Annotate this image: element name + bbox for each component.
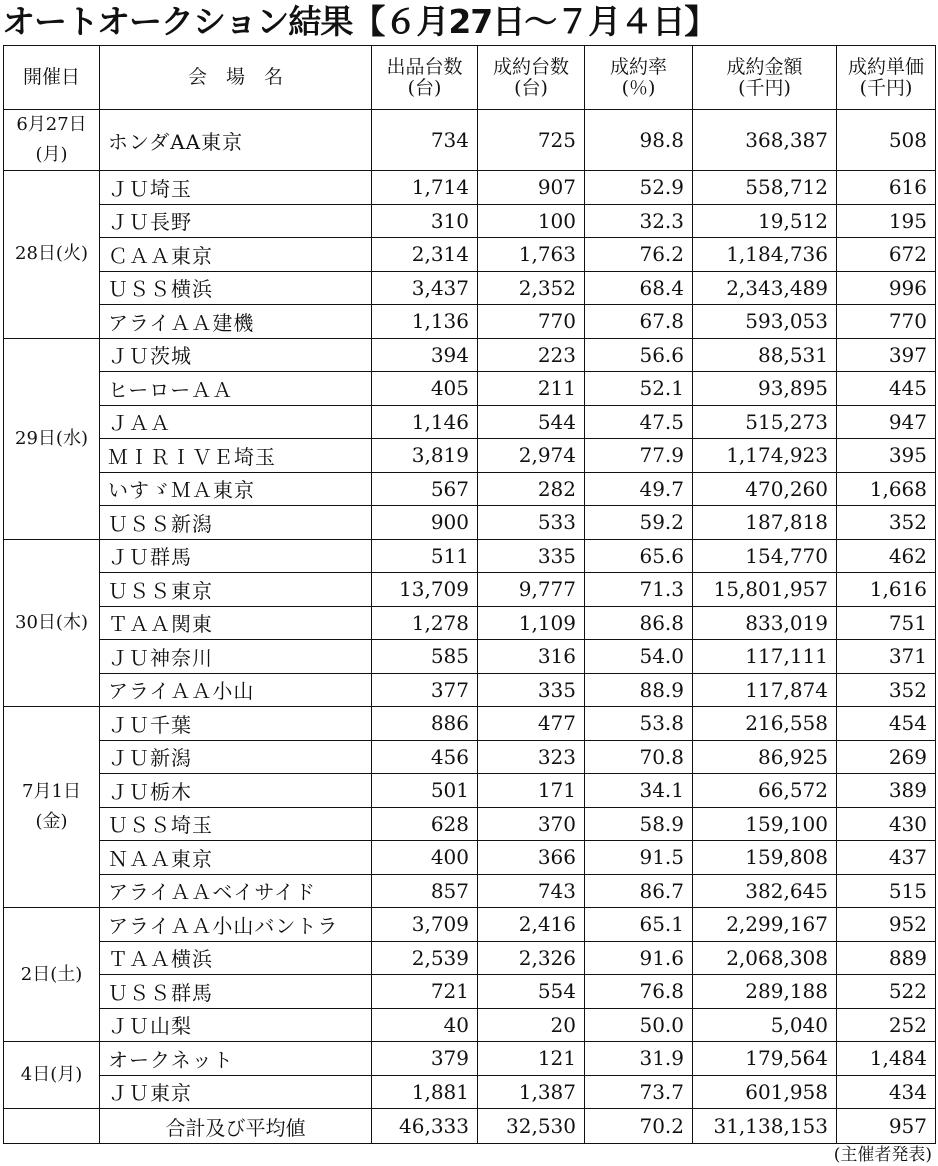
- unit-price-cell: 371: [837, 640, 936, 674]
- rate-cell: 76.8: [585, 975, 693, 1009]
- rate-cell: 54.0: [585, 640, 693, 674]
- table-row: [4, 338, 936, 372]
- unit-price-cell: 947: [837, 405, 936, 439]
- rate-cell: 34.1: [585, 774, 693, 808]
- total-amount: 31,138,153: [693, 1109, 837, 1144]
- sold-cell: 366: [478, 841, 585, 875]
- sold-cell: 20: [478, 1008, 585, 1042]
- listed-cell: 13,709: [372, 573, 478, 607]
- amount-cell: 66,572: [693, 774, 837, 808]
- date-cell: 6月27日(月): [4, 110, 100, 171]
- venue-cell: ホンダAA東京: [100, 110, 372, 171]
- sold-cell: 770: [478, 305, 585, 339]
- venue-cell: ヒーローＡＡ: [100, 372, 372, 406]
- unit-price-cell: 434: [837, 1075, 936, 1109]
- col-header-sold: 成約台数 (台): [478, 46, 585, 110]
- rate-cell: 56.6: [585, 338, 693, 372]
- listed-cell: 400: [372, 841, 478, 875]
- rate-cell: 52.1: [585, 372, 693, 406]
- rate-cell: 31.9: [585, 1042, 693, 1076]
- listed-cell: 1,278: [372, 606, 478, 640]
- listed-cell: 511: [372, 539, 478, 573]
- rate-cell: 91.5: [585, 841, 693, 875]
- date-cell: 28日(火): [4, 171, 100, 339]
- venue-cell: ＪＡＡ: [100, 405, 372, 439]
- table-row: [4, 673, 936, 707]
- unit-price-cell: 352: [837, 673, 936, 707]
- table-row: [4, 271, 936, 305]
- venue-cell: オークネット: [100, 1042, 372, 1076]
- sold-cell: 2,416: [478, 908, 585, 942]
- venue-cell: ＴＡＡ横浜: [100, 941, 372, 975]
- amount-cell: 593,053: [693, 305, 837, 339]
- table-row: [4, 908, 936, 942]
- listed-cell: 310: [372, 204, 478, 238]
- total-label: 合計及び平均値: [100, 1109, 372, 1144]
- amount-cell: 15,801,957: [693, 573, 837, 607]
- col-header-amount: 成約金額 (千円): [693, 46, 837, 110]
- amount-cell: 2,068,308: [693, 941, 837, 975]
- sold-cell: 2,326: [478, 941, 585, 975]
- rate-cell: 98.8: [585, 110, 693, 171]
- venue-cell: いすゞＭＡ東京: [100, 472, 372, 506]
- venue-cell: ＪＵ群馬: [100, 539, 372, 573]
- unit-price-cell: 616: [837, 171, 936, 205]
- venue-cell: ＵＳＳ新潟: [100, 506, 372, 540]
- unit-price-cell: 751: [837, 606, 936, 640]
- listed-cell: 1,881: [372, 1075, 478, 1109]
- sold-cell: 171: [478, 774, 585, 808]
- table-row: [4, 405, 936, 439]
- unit-price-cell: 445: [837, 372, 936, 406]
- venue-cell: ＪＵ神奈川: [100, 640, 372, 674]
- amount-cell: 154,770: [693, 539, 837, 573]
- venue-cell: ＪＵ栃木: [100, 774, 372, 808]
- col-header-venue: 会 場 名: [100, 46, 372, 110]
- unit-price-cell: 1,484: [837, 1042, 936, 1076]
- header-row: [4, 46, 936, 110]
- listed-cell: 3,709: [372, 908, 478, 942]
- table-row: [4, 1042, 936, 1076]
- unit-price-cell: 352: [837, 506, 936, 540]
- sold-cell: 121: [478, 1042, 585, 1076]
- amount-cell: 470,260: [693, 472, 837, 506]
- venue-cell: ＵＳＳ東京: [100, 573, 372, 607]
- table-row: [4, 305, 936, 339]
- table-row: [4, 774, 936, 808]
- amount-cell: 368,387: [693, 110, 837, 171]
- unit-price-cell: 515: [837, 874, 936, 908]
- table-row: [4, 874, 936, 908]
- sold-cell: 1,763: [478, 238, 585, 272]
- listed-cell: 1,136: [372, 305, 478, 339]
- sold-cell: 2,352: [478, 271, 585, 305]
- rate-cell: 71.3: [585, 573, 693, 607]
- date-cell: 7月1日 (金): [4, 707, 100, 908]
- sold-cell: 907: [478, 171, 585, 205]
- unit-price-cell: 522: [837, 975, 936, 1009]
- listed-cell: 501: [372, 774, 478, 808]
- listed-cell: 567: [372, 472, 478, 506]
- rate-cell: 58.9: [585, 807, 693, 841]
- rate-cell: 67.8: [585, 305, 693, 339]
- table-row: [4, 740, 936, 774]
- table-row: [4, 506, 936, 540]
- amount-cell: 558,712: [693, 171, 837, 205]
- venue-cell: ＵＳＳ横浜: [100, 271, 372, 305]
- total-sold: 32,530: [478, 1109, 585, 1144]
- rate-cell: 73.7: [585, 1075, 693, 1109]
- sold-cell: 223: [478, 338, 585, 372]
- sold-cell: 370: [478, 807, 585, 841]
- table-row: [4, 539, 936, 573]
- table-row: [4, 439, 936, 473]
- rate-cell: 50.0: [585, 1008, 693, 1042]
- sold-cell: 477: [478, 707, 585, 741]
- sold-cell: 743: [478, 874, 585, 908]
- listed-cell: 857: [372, 874, 478, 908]
- table-row: [4, 110, 936, 171]
- date-cell: 29日(水): [4, 338, 100, 539]
- rate-cell: 86.7: [585, 874, 693, 908]
- listed-cell: 377: [372, 673, 478, 707]
- rate-cell: 88.9: [585, 673, 693, 707]
- unit-price-cell: 454: [837, 707, 936, 741]
- listed-cell: 1,146: [372, 405, 478, 439]
- unit-price-cell: 952: [837, 908, 936, 942]
- table-row: [4, 707, 936, 741]
- sold-cell: 1,387: [478, 1075, 585, 1109]
- listed-cell: 900: [372, 506, 478, 540]
- listed-cell: 40: [372, 1008, 478, 1042]
- venue-cell: ＮＡＡ東京: [100, 841, 372, 875]
- rate-cell: 65.6: [585, 539, 693, 573]
- rate-cell: 59.2: [585, 506, 693, 540]
- amount-cell: 117,111: [693, 640, 837, 674]
- amount-cell: 117,874: [693, 673, 837, 707]
- unit-price-cell: 437: [837, 841, 936, 875]
- sold-cell: 323: [478, 740, 585, 774]
- rate-cell: 65.1: [585, 908, 693, 942]
- table-row: [4, 606, 936, 640]
- date-cell: 4日(月): [4, 1042, 100, 1109]
- rate-cell: 77.9: [585, 439, 693, 473]
- total-date-cell: [4, 1109, 100, 1144]
- venue-cell: ＪＵ新潟: [100, 740, 372, 774]
- venue-cell: ＵＳＳ群馬: [100, 975, 372, 1009]
- listed-cell: 886: [372, 707, 478, 741]
- unit-price-cell: 195: [837, 204, 936, 238]
- venue-cell: ＪＵ山梨: [100, 1008, 372, 1042]
- amount-cell: 382,645: [693, 874, 837, 908]
- listed-cell: 734: [372, 110, 478, 171]
- listed-cell: 379: [372, 1042, 478, 1076]
- unit-price-cell: 508: [837, 110, 936, 171]
- table-row: [4, 472, 936, 506]
- unit-price-cell: 269: [837, 740, 936, 774]
- auction-results-table: [3, 45, 936, 1144]
- table-row: [4, 238, 936, 272]
- amount-cell: 159,100: [693, 807, 837, 841]
- amount-cell: 833,019: [693, 606, 837, 640]
- amount-cell: 2,343,489: [693, 271, 837, 305]
- listed-cell: 1,714: [372, 171, 478, 205]
- listed-cell: 3,819: [372, 439, 478, 473]
- amount-cell: 216,558: [693, 707, 837, 741]
- col-header-listed: 出品台数 (台): [372, 46, 478, 110]
- venue-cell: ＵＳＳ埼玉: [100, 807, 372, 841]
- rate-cell: 86.8: [585, 606, 693, 640]
- amount-cell: 179,564: [693, 1042, 837, 1076]
- sold-cell: 554: [478, 975, 585, 1009]
- total-rate: 70.2: [585, 1109, 693, 1144]
- venue-cell: アライＡＡ建機: [100, 305, 372, 339]
- amount-cell: 1,174,923: [693, 439, 837, 473]
- rate-cell: 53.8: [585, 707, 693, 741]
- rate-cell: 47.5: [585, 405, 693, 439]
- unit-price-cell: 430: [837, 807, 936, 841]
- date-cell: 30日(木): [4, 539, 100, 707]
- unit-price-cell: 1,668: [837, 472, 936, 506]
- unit-price-cell: 389: [837, 774, 936, 808]
- sold-cell: 533: [478, 506, 585, 540]
- venue-cell: アライＡＡ小山: [100, 673, 372, 707]
- unit-price-cell: 397: [837, 338, 936, 372]
- rate-cell: 52.9: [585, 171, 693, 205]
- sold-cell: 282: [478, 472, 585, 506]
- venue-cell: ＪＵ埼玉: [100, 171, 372, 205]
- rate-cell: 70.8: [585, 740, 693, 774]
- venue-cell: アライＡＡベイサイド: [100, 874, 372, 908]
- col-header-date: 開催日: [4, 46, 100, 110]
- table-row: [4, 1008, 936, 1042]
- sold-cell: 1,109: [478, 606, 585, 640]
- sold-cell: 335: [478, 539, 585, 573]
- rate-cell: 76.2: [585, 238, 693, 272]
- table-row: [4, 171, 936, 205]
- rate-cell: 91.6: [585, 941, 693, 975]
- listed-cell: 2,539: [372, 941, 478, 975]
- listed-cell: 2,314: [372, 238, 478, 272]
- listed-cell: 628: [372, 807, 478, 841]
- date-cell: 2日(土): [4, 908, 100, 1042]
- venue-cell: ＭＩＲＩＶＥ埼玉: [100, 439, 372, 473]
- amount-cell: 19,512: [693, 204, 837, 238]
- unit-price-cell: 770: [837, 305, 936, 339]
- unit-price-cell: 395: [837, 439, 936, 473]
- sold-cell: 2,974: [478, 439, 585, 473]
- listed-cell: 3,437: [372, 271, 478, 305]
- sold-cell: 100: [478, 204, 585, 238]
- rate-cell: 49.7: [585, 472, 693, 506]
- unit-price-cell: 889: [837, 941, 936, 975]
- table-row: [4, 1075, 936, 1109]
- venue-cell: ＪＵ茨城: [100, 338, 372, 372]
- sold-cell: 211: [478, 372, 585, 406]
- amount-cell: 187,818: [693, 506, 837, 540]
- table-row: [4, 975, 936, 1009]
- amount-cell: 88,531: [693, 338, 837, 372]
- page-title: オートオークション結果【６月27日～７月４日】: [2, 2, 717, 41]
- amount-cell: 289,188: [693, 975, 837, 1009]
- listed-cell: 394: [372, 338, 478, 372]
- total-unit-price: 957: [837, 1109, 936, 1144]
- sold-cell: 9,777: [478, 573, 585, 607]
- amount-cell: 159,808: [693, 841, 837, 875]
- sold-cell: 544: [478, 405, 585, 439]
- amount-cell: 93,895: [693, 372, 837, 406]
- venue-cell: ＪＵ千葉: [100, 707, 372, 741]
- table-row: [4, 941, 936, 975]
- total-listed: 46,333: [372, 1109, 478, 1144]
- table-row: [4, 640, 936, 674]
- source-note: (主催者発表): [833, 1145, 932, 1165]
- amount-cell: 1,184,736: [693, 238, 837, 272]
- rate-cell: 68.4: [585, 271, 693, 305]
- listed-cell: 585: [372, 640, 478, 674]
- unit-price-cell: 1,616: [837, 573, 936, 607]
- table-row: [4, 841, 936, 875]
- table-body: [4, 110, 936, 1109]
- venue-cell: ＣＡＡ東京: [100, 238, 372, 272]
- amount-cell: 601,958: [693, 1075, 837, 1109]
- listed-cell: 456: [372, 740, 478, 774]
- amount-cell: 5,040: [693, 1008, 837, 1042]
- total-row: [4, 1109, 936, 1144]
- unit-price-cell: 252: [837, 1008, 936, 1042]
- rate-cell: 32.3: [585, 204, 693, 238]
- listed-cell: 721: [372, 975, 478, 1009]
- col-header-unit-price: 成約単価 (千円): [837, 46, 936, 110]
- sold-cell: 335: [478, 673, 585, 707]
- unit-price-cell: 462: [837, 539, 936, 573]
- table-row: [4, 204, 936, 238]
- venue-cell: ＪＵ東京: [100, 1075, 372, 1109]
- table-row: [4, 372, 936, 406]
- col-header-rate: 成約率 (％): [585, 46, 693, 110]
- venue-cell: アライＡＡ小山バントラ: [100, 908, 372, 942]
- table-row: [4, 573, 936, 607]
- venue-cell: ＴＡＡ関東: [100, 606, 372, 640]
- amount-cell: 2,299,167: [693, 908, 837, 942]
- amount-cell: 86,925: [693, 740, 837, 774]
- sold-cell: 725: [478, 110, 585, 171]
- unit-price-cell: 672: [837, 238, 936, 272]
- venue-cell: ＪＵ長野: [100, 204, 372, 238]
- sold-cell: 316: [478, 640, 585, 674]
- amount-cell: 515,273: [693, 405, 837, 439]
- unit-price-cell: 996: [837, 271, 936, 305]
- table-row: [4, 807, 936, 841]
- listed-cell: 405: [372, 372, 478, 406]
